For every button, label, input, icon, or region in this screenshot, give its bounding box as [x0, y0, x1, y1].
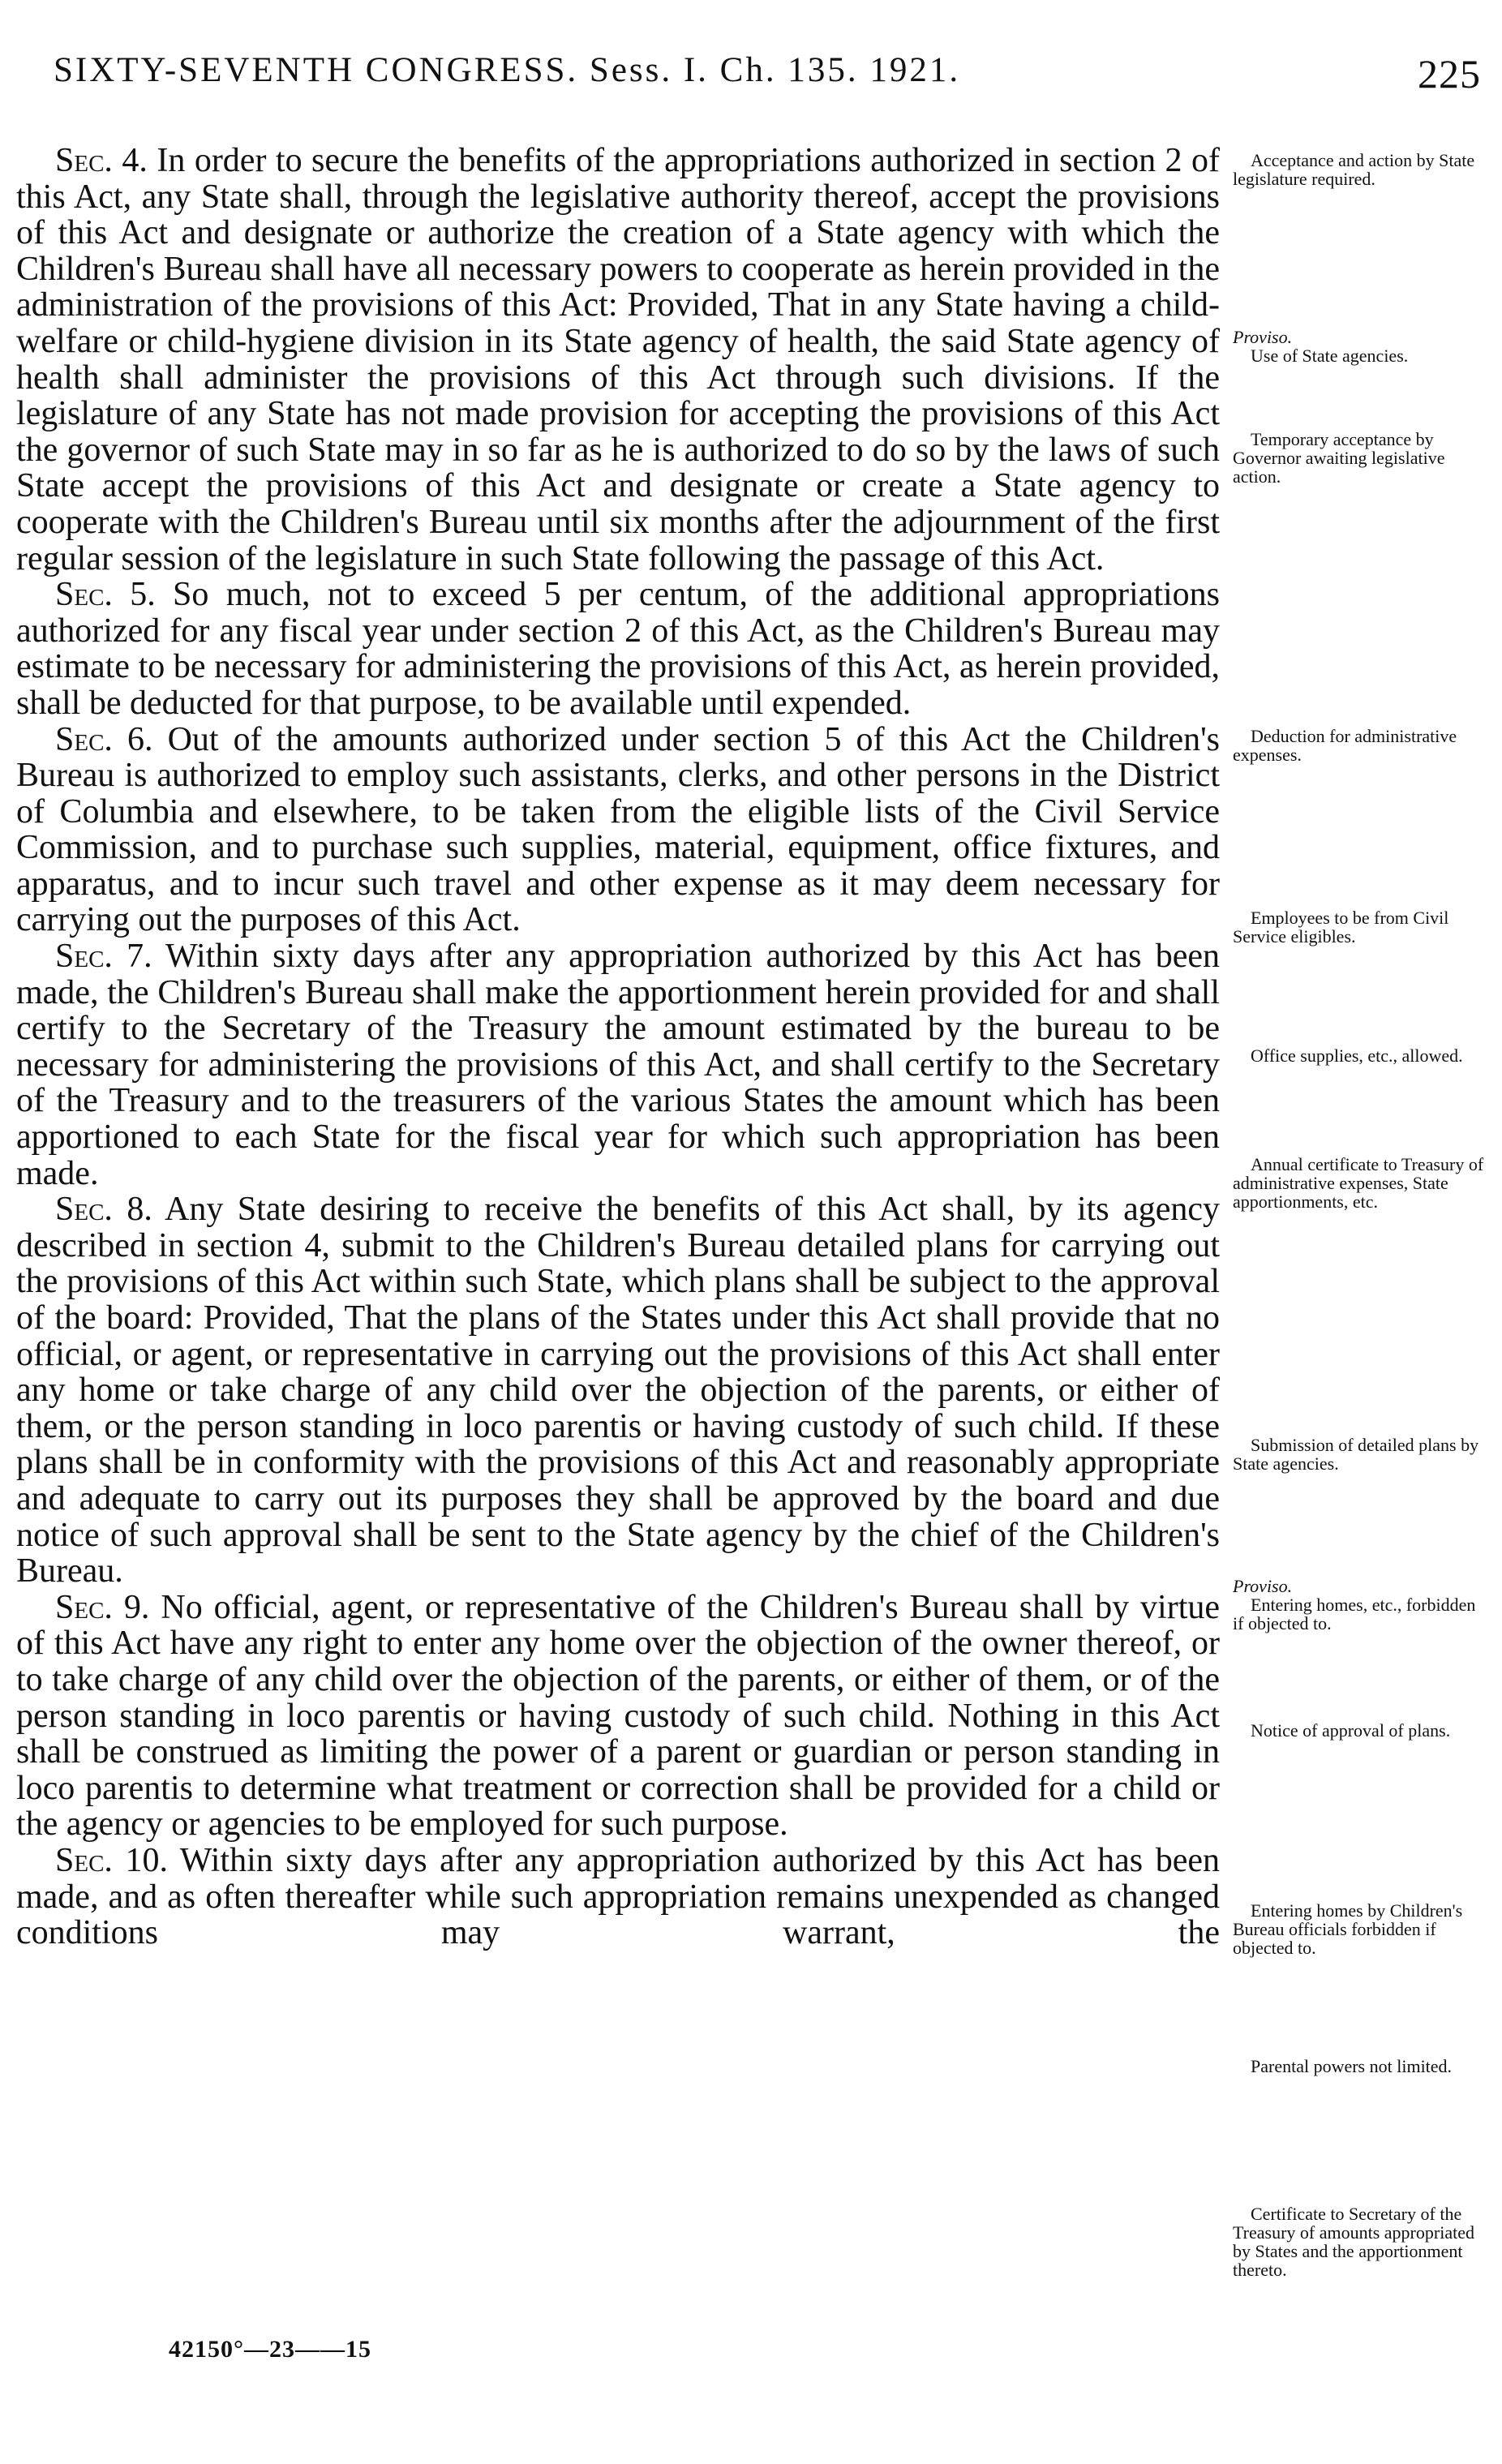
section-paragraph [16, 577, 1220, 721]
section-text: Out of the amounts authorized under section 5 of this Act the Children's Bureau is authorized to employ such assistants, clerks, and other persons in the District of Columbia and elsewhere, to be taken from the eligible lists of the Civil Service Commission, and to purchase such supplies, material, equipment, office fixtures, and apparatus, and to incur such travel and other expense as it may deem necessary for carrying out the purposes of this Act. [16, 720, 1220, 939]
section-paragraph [16, 1191, 1220, 1590]
margin-note-use-of-state-agencies [1233, 328, 1484, 365]
margin-note-deduction [1233, 727, 1484, 764]
margin-note-annual-certificate [1233, 1155, 1484, 1211]
margin-note-text: Certificate to Secretary of the Treasury of amounts appropriated by States and the apportionment thereto. [1233, 2204, 1474, 2280]
margin-note-entering-homes-forbidden [1233, 1577, 1484, 1633]
margin-note-notice-of-approval [1233, 1721, 1484, 1740]
margin-note-parental-powers [1233, 2057, 1484, 2076]
margin-note-text: Annual certificate to Treasury of administrative expenses, State apportionments, etc. [1233, 1154, 1484, 1212]
margin-note-certificate-to-secretary [1233, 2204, 1484, 2279]
section-paragraph [16, 938, 1220, 1191]
margin-note-employees [1233, 908, 1484, 946]
section-label: Sec. 4. [55, 142, 148, 179]
margin-note-bureau-officials [1233, 1901, 1484, 1957]
margin-note-text: Deduction for administrative expenses. [1233, 726, 1457, 765]
section-label: Sec. 6. [55, 720, 153, 758]
body-text [16, 143, 1220, 1951]
margin-note-text: Temporary acceptance by Governor awaiting legislative action. [1233, 429, 1445, 487]
running-head-title: SIXTY-SEVENTH CONGRESS. Sess. I. Ch. 135. 1921. [54, 51, 961, 89]
section-text: Within sixty days after any appropriation authorized by this Act has been made, the Children's Bureau shall make the apportionment herein provided for and shall certify to the Secretary of the Treasury the amount estimated by the bureau to be necessary for administering the provisions of this Act, and shall certify to the Secretary of the Treasury and to the treasurers of the various States the amount which has been apportioned to each State for the fiscal year for which such appropriation has been made. [16, 938, 1220, 1192]
section-paragraph [16, 722, 1220, 939]
section-text: No official, agent, or representative of the Children's Bureau shall by virtue of this Act have any right to enter any home over the objection of the owner thereof, or to take charge of any child over the objection of the parents, or either of them, or of the person standing in loco parentis or having custody of such child. Nothing in this Act shall be construed as limiting the power of a parent or guardian or person standing in loco parentis to determine what treatment or correction shall be provided for a child or the agency or agencies to be employed for such purpose. [16, 1588, 1221, 1844]
margin-note-temporary-acceptance [1233, 430, 1484, 486]
margin-note-acceptance [1233, 151, 1484, 188]
margin-note-text: Parental powers not limited. [1251, 2056, 1453, 2076]
section-label: Sec. 8. [55, 1191, 152, 1229]
margin-note-text: Use of State agencies. [1251, 346, 1409, 366]
section-text: So much, not to exceed 5 per centum, of the additional appropriations authorized for any fiscal year under section 2 of this Act, as the Children's Bureau may estimate to be necessary for administering the provisions of this Act, as herein provided, shall be deducted for that purpose, to be available until expended. [16, 576, 1221, 722]
margin-note-text: Employees to be from Civil Service eligibles. [1233, 908, 1449, 947]
section-paragraph [16, 1590, 1220, 1843]
section-label: Sec. 5. [55, 576, 156, 614]
running-head [54, 50, 1481, 102]
proviso-label: Proviso. [1233, 327, 1293, 347]
printer-signature: 42150°—23——15 [169, 2336, 371, 2363]
margin-note-office-supplies [1233, 1046, 1484, 1065]
section-paragraph [16, 1843, 1220, 1951]
proviso-label: Proviso. [1233, 1576, 1293, 1596]
margin-note-text: Entering homes by Children's Bureau officials forbidden if objected to. [1233, 1900, 1463, 1958]
section-text: In order to secure the benefits of the appropriations authorized in section 2 of this Act, any State shall, through the legislative authority thereof, accept the provisions of this Act and designate or authorize the creation of a State agency with which the Children's Bureau shall have all necessary powers to cooperate as herein provided in the administration of the provisions of this Act: Provided, That in any State having a child-welfare or child-hygiene division in its State agency of health, the said State agency of health shall administer the provisions of this Act through such divisions. If the legislature of any State has not made provision for accepting the provisions of this Act the governor of such State may in so far as he is authorized to do so by the laws of such State accept the provisions of this Act and designate or create a State agency to cooperate with the Children's Bureau until six months after the adjournment of the first regular session of the legislature in such State following the passage of this Act. [16, 142, 1221, 577]
section-label: Sec. 10. [55, 1841, 168, 1879]
margin-note-text: Acceptance and action by State legislature required. [1233, 150, 1475, 189]
section-text: Any State desiring to receive the benefits of this Act shall, by its agency described in section 4, submit to the Children's Bureau detailed plans for carrying out the provisions of this Act within such State, which plans shall be subject to the approval of the board: Provided, That the plans of the States under this Act shall provide that no official, or agent, or representative in carrying out the provisions of this Act shall enter any home or take charge of any child over the objection of the parents, or either of them, or the person standing in loco parentis or having custody of such child. If these plans shall be in conformity with the provisions of this Act and reasonably appropriate and adequate to carry out its purposes they shall be approved by the board and due notice of such approval shall be sent to the State agency by the chief of the Children's Bureau. [16, 1191, 1221, 1590]
margin-note-submission-of-plans [1233, 1436, 1484, 1473]
margin-note-text: Office supplies, etc., allowed. [1251, 1045, 1463, 1066]
section-paragraph [16, 143, 1220, 577]
section-text: Within sixty days after any appropriation authorized by this Act has been made, and as often thereafter while such appropriation remains unexpended as changed conditions may warrant, the [16, 1841, 1220, 1952]
page-number: 225 [1418, 51, 1481, 97]
margin-note-text: Submission of detailed plans by State agencies. [1233, 1435, 1479, 1474]
section-label: Sec. 7. [55, 938, 152, 976]
section-label: Sec. 9. [55, 1588, 150, 1626]
margin-note-text: Entering homes, etc., forbidden if objected to. [1233, 1595, 1476, 1633]
margin-note-text: Notice of approval of plans. [1251, 1720, 1451, 1741]
